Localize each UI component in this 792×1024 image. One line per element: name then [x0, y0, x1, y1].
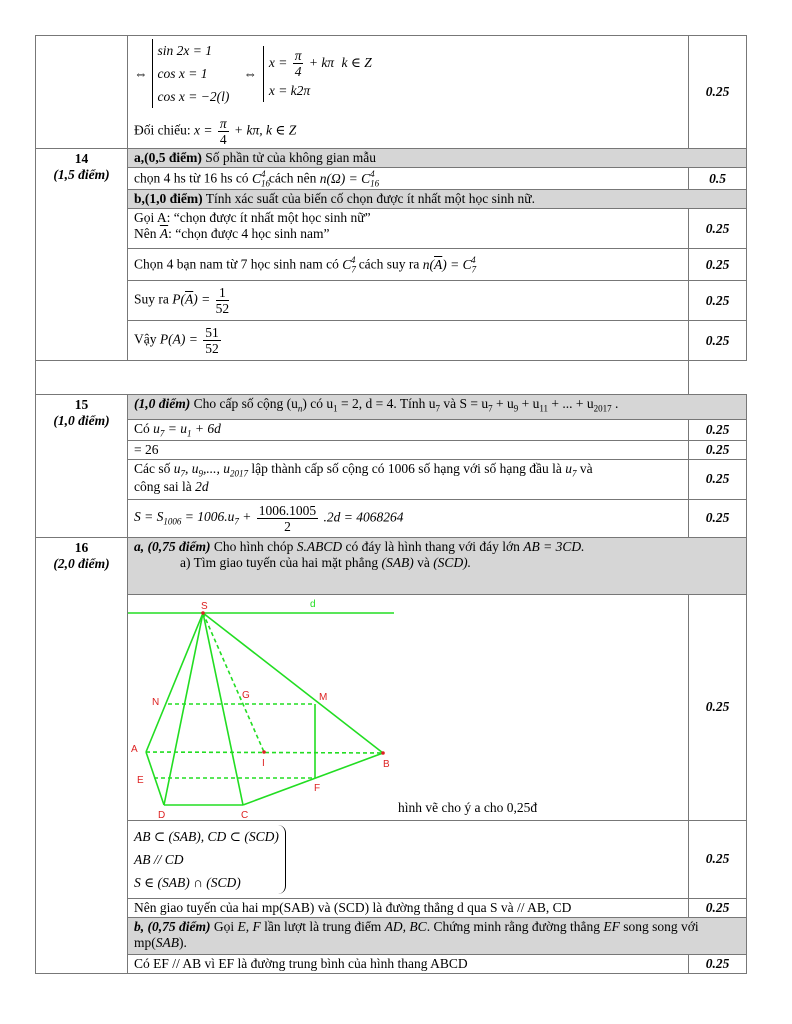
text: ,..., u — [203, 460, 230, 476]
solution-cell: Có EF // AB vì EF là đường trung bình của hình thang ABCD — [128, 954, 689, 973]
sol-line-2: x = k2π — [268, 82, 311, 98]
solution-cell — [128, 820, 689, 898]
text: Suy ra — [134, 291, 169, 307]
text-line — [134, 539, 740, 555]
text: Nên — [134, 226, 160, 242]
edge-SB — [203, 613, 383, 753]
text: và — [576, 460, 593, 476]
text: + ... + u — [548, 396, 594, 412]
text: Cho cấp số cộng (u — [190, 396, 298, 412]
text: công sai là — [134, 478, 192, 494]
equiv-sign: ⇔ — [243, 65, 257, 81]
frac-num: 1 — [216, 285, 230, 301]
part-label: a, (0,75 điểm) — [134, 538, 211, 554]
a-bar: $\overline{A}$ — [159, 226, 169, 242]
edge-SD — [164, 613, 203, 805]
sub: 9 — [513, 403, 519, 414]
text: SAB — [155, 934, 179, 950]
part-label: b,(1,0 điểm) — [134, 191, 203, 207]
q14-header-row — [36, 149, 747, 168]
text: u — [173, 460, 181, 476]
combination — [319, 169, 380, 189]
text: + u — [518, 396, 540, 412]
solution-cell — [128, 36, 689, 149]
solution-cell — [128, 249, 689, 281]
reason-system — [134, 825, 286, 894]
doi-chieu-line — [134, 116, 682, 147]
label-B: B — [383, 758, 390, 770]
answer-key-table — [35, 35, 747, 974]
fraction — [218, 116, 229, 147]
text-line — [134, 461, 682, 479]
sys1-line: sin 2x = 1 — [157, 43, 212, 58]
system-2 — [263, 46, 372, 102]
frac-num: 1006.1005 — [258, 502, 317, 518]
frac-den: 4 — [219, 132, 227, 147]
qnum-cell — [36, 149, 128, 361]
question-number: 16 — [74, 539, 89, 555]
sub: 7 — [435, 403, 440, 414]
c-symbol: C — [251, 170, 261, 186]
sub: 7 — [571, 468, 577, 479]
text: EF — [603, 918, 620, 934]
solution-cell — [128, 209, 689, 249]
text: có đáy là hình thang với đáy lớn — [342, 538, 524, 554]
text: lập thành cấp số cộng có 1006 số hạng với số hạng đầu là — [248, 460, 562, 476]
text: Các số — [134, 460, 171, 476]
q14b-header-row — [36, 190, 747, 209]
text: cách suy ra — [358, 256, 423, 272]
score-cell: 0.25 — [689, 420, 747, 441]
sup: 4 — [471, 255, 476, 266]
sol-text: x = — [194, 122, 213, 138]
text: E, F — [237, 918, 261, 934]
sub: 7 — [180, 468, 185, 479]
label-I: I — [262, 757, 265, 769]
sol-text: + kπ — [308, 54, 335, 70]
text: Chọn 4 bạn nam từ 7 học sinh nam có — [134, 256, 339, 272]
qnum-cell — [36, 537, 128, 973]
frac-den: 52 — [205, 341, 219, 357]
frac-num: π — [294, 47, 302, 63]
combination — [342, 255, 356, 275]
text: . — [611, 396, 619, 412]
label-d: d — [310, 598, 316, 610]
text: ). — [179, 934, 187, 950]
sup: 4 — [350, 255, 356, 266]
q14b-row-1 — [36, 209, 747, 249]
sys1-line: cos x = 1 — [157, 66, 208, 81]
sup: 4 — [370, 169, 375, 179]
question-points: (1,0 điểm) — [53, 413, 110, 429]
score-cell: 0.25 — [689, 281, 747, 321]
score-cell: 0.5 — [689, 168, 747, 190]
text: , u — [185, 460, 199, 476]
score-cell: 0.25 — [689, 249, 747, 281]
question-points: (2,0 điểm) — [53, 555, 110, 571]
label-F: F — [314, 782, 321, 794]
sub: 7 — [488, 403, 493, 414]
part-label: (1,0 điểm) — [134, 396, 191, 412]
q16-conclusion-row — [36, 898, 747, 917]
solution-cell — [128, 420, 689, 441]
doi-chieu-label: Đối chiếu: — [134, 122, 191, 138]
text: Vậy — [134, 331, 157, 347]
formula — [565, 460, 577, 479]
q15-row-3 — [36, 459, 747, 499]
part-label: a,(0,5 điểm) — [134, 150, 202, 165]
text: : “chọn được 4 học sinh nam” — [168, 226, 330, 242]
label-C: C — [241, 809, 249, 819]
sub: 7 — [159, 428, 165, 439]
c-symbol: C — [342, 256, 352, 272]
sol-text: x = — [268, 54, 288, 70]
sub: 2017 — [230, 468, 248, 479]
solution-cell — [128, 321, 689, 361]
p-abar: $P(\overline{A})$ = — [172, 291, 211, 307]
text: AD, BC — [384, 918, 427, 934]
q14b-row-4 — [36, 321, 747, 361]
q16a-header — [128, 537, 747, 594]
fraction — [257, 503, 318, 534]
formula — [153, 421, 221, 439]
sub: 2017 — [593, 403, 612, 414]
sol-text: + kπ, k ∈ Z — [234, 122, 297, 138]
q14b-row-2 — [36, 249, 747, 281]
q16b-row-1 — [36, 954, 747, 973]
n-abar: $n(\overline{A}) = C_7^4$ — [422, 255, 477, 275]
part-label: b, (0,75 điểm) — [134, 918, 211, 934]
sys-line: AB // CD — [134, 851, 184, 867]
sub: 1 — [333, 403, 338, 414]
text: + 6d — [191, 421, 221, 437]
q16-system-row — [36, 820, 747, 898]
q14-spacer-row — [36, 361, 747, 395]
text: S.ABCD — [296, 538, 343, 554]
frac-num: π — [219, 116, 227, 131]
sup: 4 — [260, 169, 266, 179]
text: + u — [492, 396, 514, 412]
label-A: A — [131, 743, 138, 755]
text: Có — [134, 421, 150, 437]
formula: 2d — [195, 478, 209, 494]
part-title: Số phần tử của không gian mẫu — [201, 150, 377, 165]
formula — [134, 509, 252, 528]
sub: 16 — [260, 178, 270, 189]
q16b-header — [128, 917, 747, 954]
point-I — [262, 750, 266, 754]
q15-row-4 — [36, 499, 747, 537]
label-M: M — [319, 691, 328, 703]
text: Gọi — [210, 918, 238, 934]
text: (SAB) — [381, 554, 414, 570]
text: a) Tìm giao tuyến của hai mặt phẳng — [180, 554, 382, 570]
text: = u — [164, 421, 188, 437]
score-cell: 0.25 — [689, 36, 747, 149]
q15-row-2 — [36, 440, 747, 459]
label-N: N — [152, 696, 160, 708]
score-cell: 0.25 — [689, 321, 747, 361]
empty-cell — [36, 361, 689, 395]
q14a-header — [128, 149, 747, 168]
q15-header — [128, 395, 747, 420]
combination — [251, 169, 270, 189]
segment-SI — [203, 613, 264, 752]
question-number: 15 — [74, 397, 89, 413]
label-D: D — [158, 809, 166, 819]
sol-text: k ∈ Z — [341, 54, 372, 70]
sys-line: S ∈ (SAB) ∩ (SCD) — [134, 874, 241, 890]
q16b-header-row — [36, 917, 747, 954]
text: chọn 4 hs từ 16 hs có — [134, 170, 249, 186]
score-cell: 0.25 — [689, 459, 747, 499]
text: cách nên — [268, 170, 320, 186]
score-cell: 0.25 — [689, 820, 747, 898]
score-cell: 0.25 — [689, 209, 747, 249]
q16-figure-row — [36, 594, 747, 820]
equiv-sign: ⇔ — [134, 65, 148, 81]
score-cell: 0.25 — [689, 594, 747, 820]
qnum-cell-empty — [36, 36, 128, 149]
sub: 7 — [234, 517, 239, 528]
edge-SC — [203, 613, 243, 805]
text: u — [153, 421, 160, 437]
sub: 11 — [539, 403, 549, 414]
qnum-cell — [36, 395, 128, 538]
solution-cell: Nên giao tuyến của hai mp(SAB) và (SCD) là đường thẳng d qua S và // AB, CD — [128, 898, 689, 917]
sub: 7 — [351, 264, 356, 275]
fraction — [293, 48, 304, 79]
q14b-row-3 — [36, 281, 747, 321]
score-cell: 0.25 — [689, 440, 747, 459]
fraction — [216, 285, 230, 316]
question-number: 14 — [74, 151, 89, 166]
system-1 — [152, 39, 230, 108]
frac-num: 51 — [205, 325, 219, 341]
sol-line-1 — [269, 46, 372, 80]
row-continuation — [36, 36, 747, 149]
frac-den: 2 — [284, 518, 291, 534]
text: AB = 3CD. — [523, 538, 585, 554]
point-B — [381, 751, 385, 755]
q14a-row — [36, 168, 747, 190]
text-line — [134, 226, 682, 242]
text: ) có u — [302, 396, 334, 412]
formula — [173, 460, 248, 479]
part-title: Tính xác suất của biến cố chọn được ít nhất một học sinh nữ. — [202, 191, 535, 207]
q15-header-row — [36, 395, 747, 420]
text: (SCD). — [433, 554, 472, 570]
solution-cell — [128, 499, 689, 537]
frac-den: 52 — [215, 301, 230, 317]
text: S = S — [134, 509, 164, 525]
q15-row-1 — [36, 420, 747, 441]
question-points: (1,5 điểm) — [53, 167, 110, 182]
sub: 16 — [370, 178, 380, 189]
solution-cell: = 26 — [128, 440, 689, 459]
text: lần lượt là trung điểm — [260, 918, 385, 934]
label-E: E — [137, 774, 144, 786]
sub: 1 — [187, 428, 192, 439]
pyramid-figure — [128, 595, 682, 819]
edge-SA — [146, 613, 203, 752]
score-cell: 0.25 — [689, 954, 747, 973]
fraction — [203, 325, 221, 356]
text-line: Gọi A: “chọn được ít nhất một học sinh nữ” — [134, 210, 371, 226]
score-cell: 0.25 — [689, 499, 747, 537]
sub: n — [297, 403, 303, 414]
solution-cell — [128, 168, 689, 190]
figure-caption: hình vẽ cho ý a cho 0,25đ — [398, 799, 538, 815]
text: song song với mp( — [134, 918, 699, 950]
q14b-header — [128, 190, 747, 209]
sys1-line: cos x = −2(l) — [157, 89, 230, 104]
text: u — [565, 460, 572, 476]
formula: .2d = 4068264 — [323, 509, 404, 525]
frac-den: 4 — [294, 63, 302, 79]
sys-line: AB ⊂ (SAB), CD ⊂ (SCD) — [134, 828, 279, 844]
text: = 2, d = 4. Tính u — [337, 396, 436, 412]
sub: 1006 — [163, 517, 182, 528]
n-omega: n(Ω) = C — [319, 170, 371, 186]
text: và S = u — [439, 396, 489, 412]
text-line — [134, 479, 682, 495]
score-cell: 0.25 — [689, 898, 747, 917]
text: . Chứng minh rằng đường thẳng — [426, 918, 604, 934]
sub: 9 — [198, 468, 203, 479]
label-G: G — [242, 689, 250, 701]
q16-header-row — [36, 537, 747, 594]
solution-cell — [128, 459, 689, 499]
label-S: S — [201, 600, 208, 612]
figure-cell — [128, 594, 689, 820]
sub: 7 — [471, 264, 477, 275]
text: và — [413, 554, 434, 570]
solution-cell — [128, 281, 689, 321]
p-a: P(A) = — [159, 331, 198, 347]
text: Cho hình chóp — [210, 538, 297, 554]
text: = 1006.u — [181, 509, 235, 525]
text-line — [134, 555, 740, 571]
text: + — [238, 509, 252, 525]
